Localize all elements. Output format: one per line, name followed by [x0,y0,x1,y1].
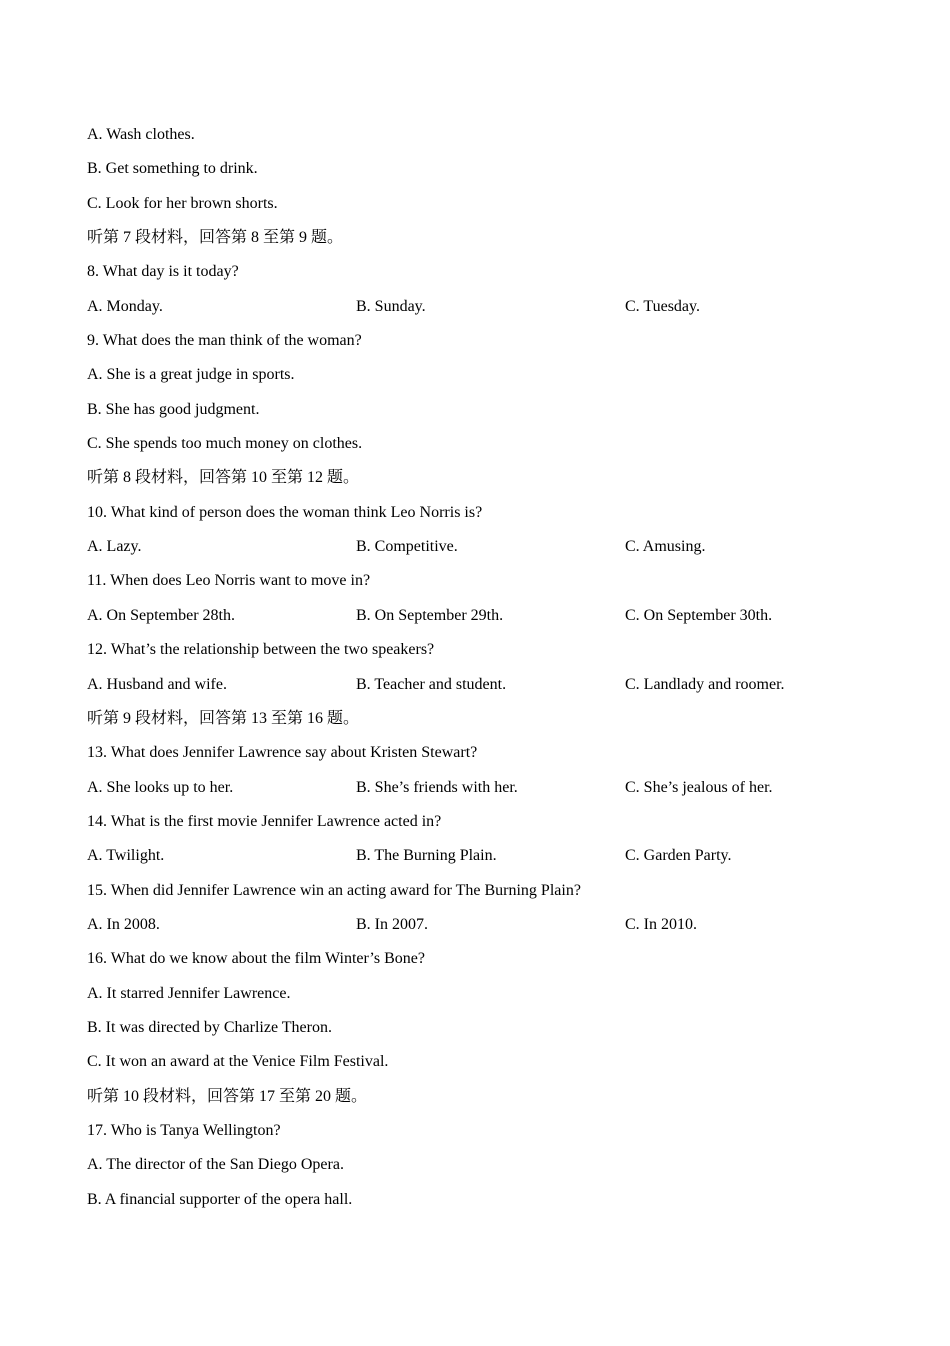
text-line: B. Get something to drink. [87,160,258,178]
text-line: B. A financial supporter of the opera hall. [87,1190,353,1208]
text-line: 听第 9 段材料，回答第 13 至第 16 题。 [87,709,360,727]
answer-options-row [87,845,867,879]
answer-options-row [87,777,867,811]
text-line: B. She has good judgment. [87,400,260,418]
answer-options-row [87,914,867,948]
option-a: A. Lazy. [87,538,142,556]
answer-options-row [87,674,867,708]
option-c: C. She’s jealous of her. [625,778,773,796]
option-a: A. She looks up to her. [87,778,234,796]
answer-options-row [87,296,867,330]
text-line: 10. What kind of person does the woman think Leo Norris is? [87,503,483,521]
option-a: A. On September 28th. [87,606,235,624]
text-line: 听第 7 段材料，回答第 8 至第 9 题。 [87,229,344,247]
option-b: B. Competitive. [356,538,458,556]
option-b: B. Sunday. [356,297,426,315]
text-line: C. She spends too much money on clothes. [87,435,363,453]
text-line: C. It won an award at the Venice Film Festival. [87,1053,389,1071]
option-b: B. In 2007. [356,915,428,933]
text-line: 8. What day is it today? [87,263,239,281]
text-line: 听第 10 段材料，回答第 17 至第 20 题。 [87,1087,368,1105]
text-line: 15. When did Jennifer Lawrence win an acting award for The Burning Plain? [87,881,581,899]
answer-options-row [87,605,867,639]
text-line: A. It starred Jennifer Lawrence. [87,984,291,1002]
option-b: B. On September 29th. [356,606,504,624]
option-a: A. Twilight. [87,847,165,865]
option-b: B. Teacher and student. [356,675,507,693]
text-line: 12. What’s the relationship between the two speakers? [87,641,435,659]
text-line: C. Look for her brown shorts. [87,194,278,212]
answer-options-row [87,536,867,570]
text-line: B. It was directed by Charlize Theron. [87,1018,332,1036]
text-line: A. Wash clothes. [87,126,195,143]
option-a: A. Monday. [87,297,163,315]
option-b: B. She’s friends with her. [356,778,518,796]
option-b: B. The Burning Plain. [356,847,497,865]
text-line: A. The director of the San Diego Opera. [87,1156,344,1174]
text-line: 11. When does Leo Norris want to move in? [87,572,371,590]
text-line: 13. What does Jennifer Lawrence say about Kristen Stewart? [87,744,478,762]
text-line: 听第 8 段材料，回答第 10 至第 12 题。 [87,469,360,487]
option-a: A. In 2008. [87,915,160,933]
document-page [87,124,867,1223]
text-line: 9. What does the man think of the woman? [87,332,362,350]
option-c: C. Amusing. [625,538,706,556]
option-c: C. Landlady and roomer. [625,675,785,693]
option-c: C. On September 30th. [625,606,773,624]
text-line: 16. What do we know about the film Winter’s Bone? [87,950,425,968]
option-c: C. In 2010. [625,915,697,933]
option-a: A. Husband and wife. [87,675,227,693]
text-line: 17. Who is Tanya Wellington? [87,1121,281,1139]
option-c: C. Tuesday. [625,297,700,315]
text-line: 14. What is the first movie Jennifer Lawrence acted in? [87,812,442,830]
text-line: A. She is a great judge in sports. [87,366,295,384]
option-c: C. Garden Party. [625,847,732,865]
